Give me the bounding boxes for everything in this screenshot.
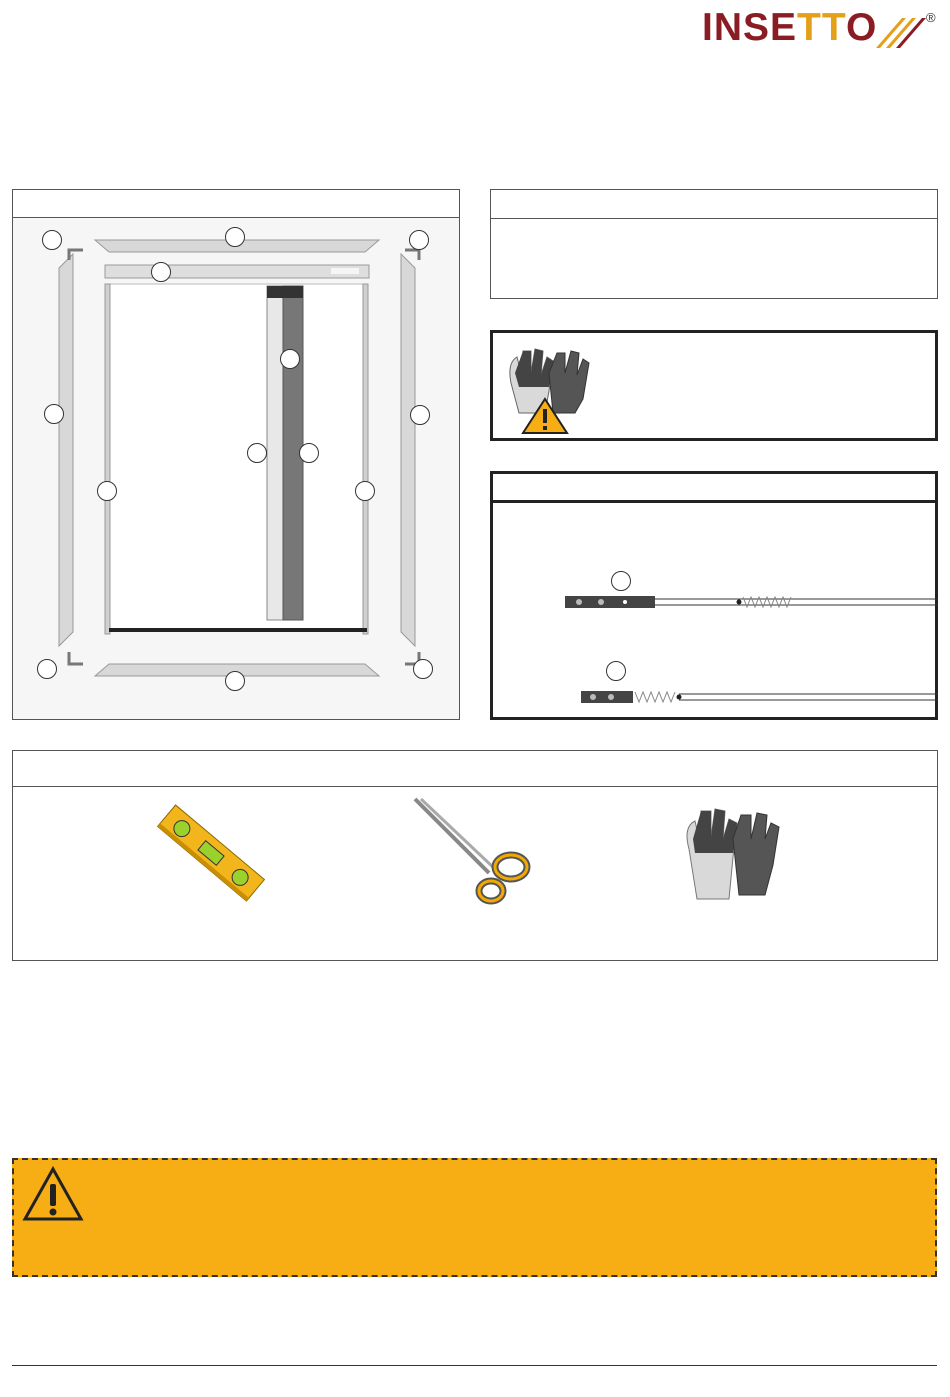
logo-stripes-icon xyxy=(872,14,930,48)
gloves-warning-icon xyxy=(505,343,595,435)
gloves-icon xyxy=(681,803,781,907)
hardware-panel xyxy=(490,471,938,720)
spring-connector-long xyxy=(563,592,938,612)
warning-triangle-icon xyxy=(22,1166,84,1222)
tools-panel xyxy=(12,750,938,961)
components-panel xyxy=(12,189,460,720)
footer-divider xyxy=(12,1365,937,1366)
marker-9 xyxy=(299,443,319,463)
marker-hw-2 xyxy=(606,661,626,681)
marker-13 xyxy=(225,671,245,691)
hardware-panel-header xyxy=(493,474,935,503)
scissors-icon xyxy=(411,795,535,907)
warning-banner xyxy=(12,1158,937,1277)
marker-14 xyxy=(413,659,433,679)
components-panel-header xyxy=(13,190,459,218)
spirit-level-icon xyxy=(151,795,271,911)
marker-hw-1 xyxy=(611,571,631,591)
marker-2 xyxy=(225,227,245,247)
frame-kit-diagram xyxy=(13,218,459,719)
marker-12 xyxy=(37,659,57,679)
info-panel xyxy=(490,189,938,299)
marker-4 xyxy=(151,262,171,282)
brand-logo: INSETTO ® xyxy=(702,6,937,49)
info-panel-header xyxy=(491,190,937,219)
marker-6 xyxy=(44,404,64,424)
marker-11 xyxy=(355,481,375,501)
marker-8 xyxy=(247,443,267,463)
marker-5 xyxy=(280,349,300,369)
spring-connector-short xyxy=(579,687,938,707)
marker-3 xyxy=(409,230,429,250)
marker-10 xyxy=(97,481,117,501)
marker-7 xyxy=(410,405,430,425)
marker-1 xyxy=(42,230,62,250)
tools-panel-header xyxy=(13,751,937,787)
safety-gloves-panel xyxy=(490,330,938,441)
